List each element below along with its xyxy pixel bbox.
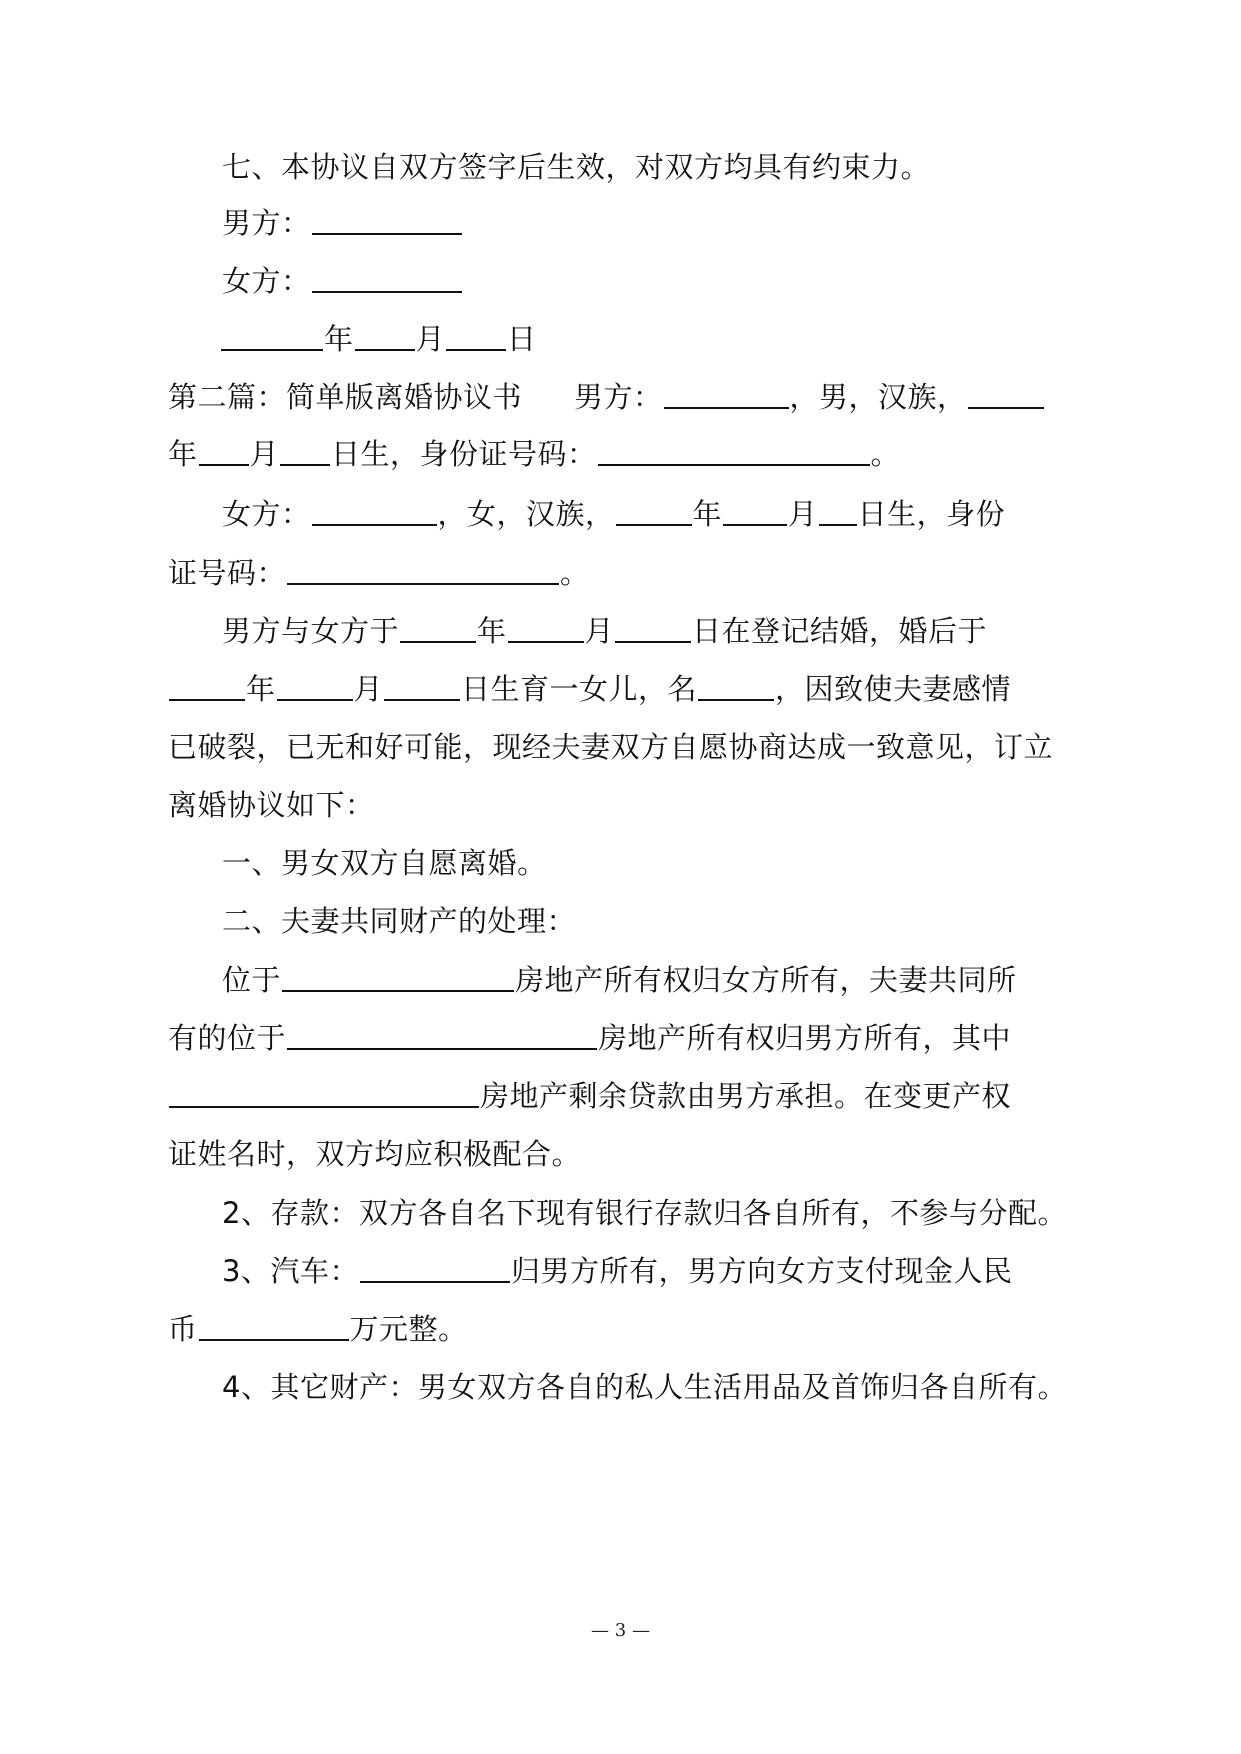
man-birth-month-blank[interactable]: [199, 436, 249, 466]
clause-two: 二、夫妻共同财产的处理：: [222, 904, 577, 938]
child-birth-day-blank[interactable]: [384, 671, 460, 701]
property-line-3: 房地产剩余贷款由男方承担。在变更产权: [0, 1076, 1241, 1116]
property-line-2: 有的位于 房地产所有权归男方所有，其中: [168, 1021, 1012, 1055]
property-man-blank[interactable]: [287, 1020, 597, 1050]
section-heading: 第二篇：简单版离婚协议书: [168, 380, 523, 414]
day-blank[interactable]: [446, 321, 506, 351]
woman-signature-line: 女方：: [0, 261, 1241, 301]
marriage-day-blank[interactable]: [615, 613, 691, 643]
marriage-year-blank[interactable]: [400, 613, 476, 643]
child-name-blank[interactable]: [698, 671, 774, 701]
item-car-line-2: 币 万元整。: [168, 1312, 468, 1346]
woman-name-blank[interactable]: [312, 496, 437, 526]
page-number: — 3 —: [591, 1620, 650, 1641]
property-woman-blank[interactable]: [282, 962, 514, 992]
man-id-blank[interactable]: [598, 436, 870, 466]
item-car-line-1: 3、汽车： 归男方所有，男方向女方支付现金人民: [222, 1254, 1013, 1288]
year-blank[interactable]: [221, 321, 323, 351]
woman-id-blank[interactable]: [287, 555, 559, 585]
marriage-line-1: 男方与女方于 年 月 日在登记结婚，婚后于: [222, 614, 988, 648]
clause-seven: 七、本协议自双方签字后生效，对双方均具有约束力。: [222, 150, 931, 184]
heading-line: 第二篇：简单版离婚协议书 男方： ，男，汉族，: [0, 377, 1241, 417]
man-signature-line: 男方：: [0, 203, 1241, 243]
property-line-1: 位于 房地产所有权归女方所有，夫妻共同所: [222, 963, 1017, 997]
marriage-line-4: 离婚协议如下：: [168, 788, 375, 822]
woman-birth-year-blank[interactable]: [616, 496, 692, 526]
item-deposits: 2、存款：双方各自名下现有银行存款归各自所有，不参与分配。: [222, 1196, 1067, 1230]
woman-birth-day-blank[interactable]: [819, 496, 857, 526]
man-name-blank[interactable]: [664, 379, 789, 409]
man-signature-blank[interactable]: [312, 205, 462, 235]
woman-birth-month-blank[interactable]: [723, 496, 787, 526]
child-birth-year-blank[interactable]: [169, 671, 245, 701]
man-birth-year-blank[interactable]: [968, 379, 1044, 409]
item-other-property: 4、其它财产：男女双方各自的私人生活用品及首饰归各自所有。: [222, 1370, 1067, 1404]
property-loan-blank[interactable]: [169, 1078, 479, 1108]
marriage-line-3: 已破裂，已无和好可能，现经夫妻双方自愿协商达成一致意见，订立: [168, 730, 1054, 764]
property-line-4: 证姓名时，双方均应积极配合。: [168, 1137, 582, 1171]
child-birth-month-blank[interactable]: [277, 671, 353, 701]
clause-one: 一、男女双方自愿离婚。: [222, 846, 547, 880]
month-blank[interactable]: [355, 321, 415, 351]
woman-id-line: 证号码： 。: [168, 556, 590, 590]
car-blank[interactable]: [360, 1253, 510, 1283]
signature-date-line: 年 月 日: [0, 319, 1241, 359]
car-payment-blank[interactable]: [199, 1311, 349, 1341]
marriage-month-blank[interactable]: [508, 613, 584, 643]
woman-info-line: 女方： ，女，汉族， 年 月 日生，身份: [222, 497, 1006, 531]
man-birth-day-blank[interactable]: [280, 436, 330, 466]
woman-signature-blank[interactable]: [312, 263, 462, 293]
man-info-line: 年 月 日生，身份证号码： 。: [168, 437, 901, 471]
marriage-line-2: 年 月 日生育一女儿，名 ，因致使夫妻感情: [0, 669, 1241, 709]
